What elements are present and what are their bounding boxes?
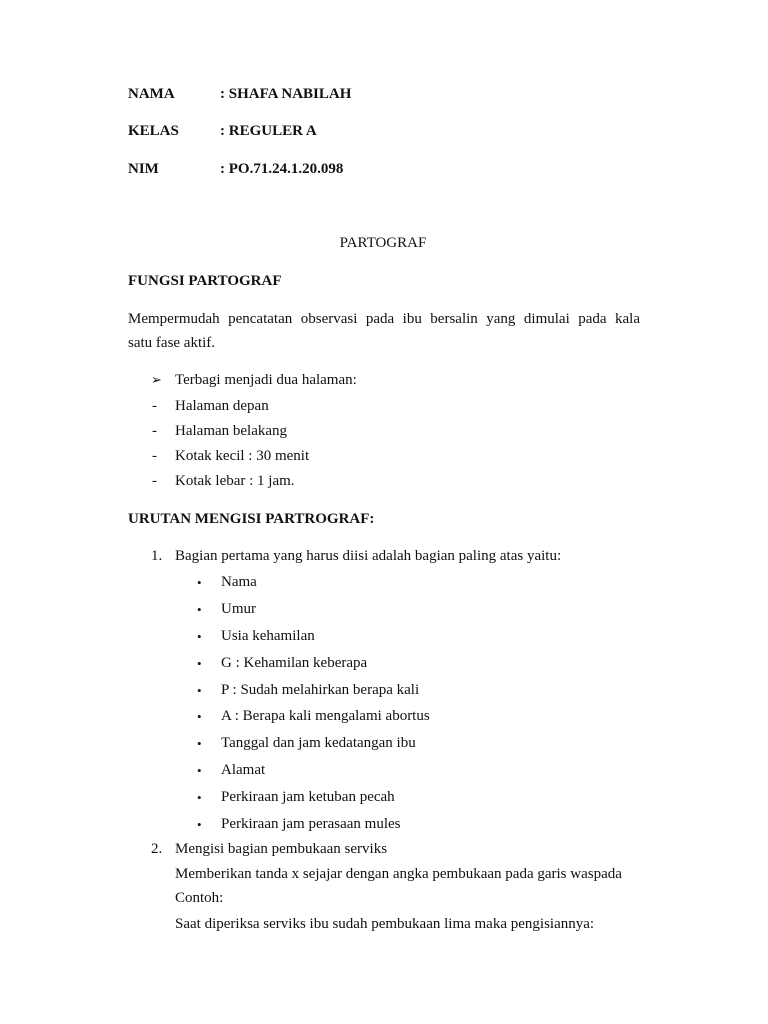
fungsi-paragraph-line2: satu fase aktif. [128, 335, 216, 351]
bullet-list-item: A : Berapa kali mengalami abortus [221, 708, 430, 724]
bullet-icon: • [197, 683, 202, 698]
bullet-list-item: Perkiraan jam ketuban pecah [221, 789, 395, 805]
number-marker: 2. [151, 841, 163, 857]
bullet-list-item: Tanggal dan jam kedatangan ibu [221, 735, 416, 751]
fungsi-paragraph-line1: Mempermudah pencatatan observasi pada ibu bersalin yang dimulai pada kala [128, 311, 640, 327]
dash-marker: - [152, 448, 157, 464]
bullet-icon: • [197, 602, 202, 617]
nim-label: NIM [128, 161, 159, 177]
bullet-icon: • [197, 656, 202, 671]
numbered-list-item: Bagian pertama yang harus diisi adalah bagian paling atas yaitu: [175, 548, 562, 564]
bullet-list-item: Nama [221, 574, 257, 590]
dash-marker: - [152, 398, 157, 414]
nama-label: NAMA [128, 86, 175, 102]
bullet-icon: • [197, 575, 202, 590]
bullet-icon: • [197, 736, 202, 751]
dash-list-item: Kotak lebar : 1 jam. [175, 473, 295, 489]
numbered-list-item: Mengisi bagian pembukaan serviks [175, 841, 388, 857]
kelas-value: : REGULER A [220, 123, 317, 139]
fungsi-heading: FUNGSI PARTOGRAF [128, 273, 282, 289]
nama-value: : SHAFA NABILAH [220, 86, 352, 102]
kelas-label: KELAS [128, 123, 179, 139]
bullet-list-item: Perkiraan jam perasaan mules [221, 816, 401, 832]
dash-list-item: Halaman depan [175, 398, 269, 414]
dash-marker: - [152, 473, 157, 489]
bullet-icon: • [197, 790, 202, 805]
arrow-bullet-icon: ➢ [151, 372, 162, 387]
page-title: PARTOGRAF [339, 235, 427, 251]
bullet-list-item: G : Kehamilan keberapa [221, 655, 368, 671]
bullet-icon: • [197, 709, 202, 724]
urutan-heading: URUTAN MENGISI PARTROGRAF: [128, 511, 375, 527]
bullet-list-item: Alamat [221, 762, 266, 778]
paragraph-line: Contoh: [175, 890, 224, 906]
paragraph-line: Memberikan tanda x sejajar dengan angka pembukaan pada garis waspada [175, 866, 622, 882]
bullet-icon: • [197, 763, 202, 778]
paragraph-line: Saat diperiksa serviks ibu sudah pembukaan lima maka pengisiannya: [175, 916, 595, 932]
nim-value: : PO.71.24.1.20.098 [220, 161, 344, 177]
arrow-list-item: Terbagi menjadi dua halaman: [175, 372, 357, 388]
bullet-list-item: P : Sudah melahirkan berapa kali [221, 682, 420, 698]
number-marker: 1. [151, 548, 163, 564]
bullet-list-item: Usia kehamilan [221, 628, 315, 644]
dash-marker: - [152, 423, 157, 439]
bullet-icon: • [197, 817, 202, 832]
dash-list-item: Halaman belakang [175, 423, 288, 439]
dash-list-item: Kotak kecil : 30 menit [175, 448, 310, 464]
bullet-list-item: Umur [221, 601, 256, 617]
bullet-icon: • [197, 629, 202, 644]
